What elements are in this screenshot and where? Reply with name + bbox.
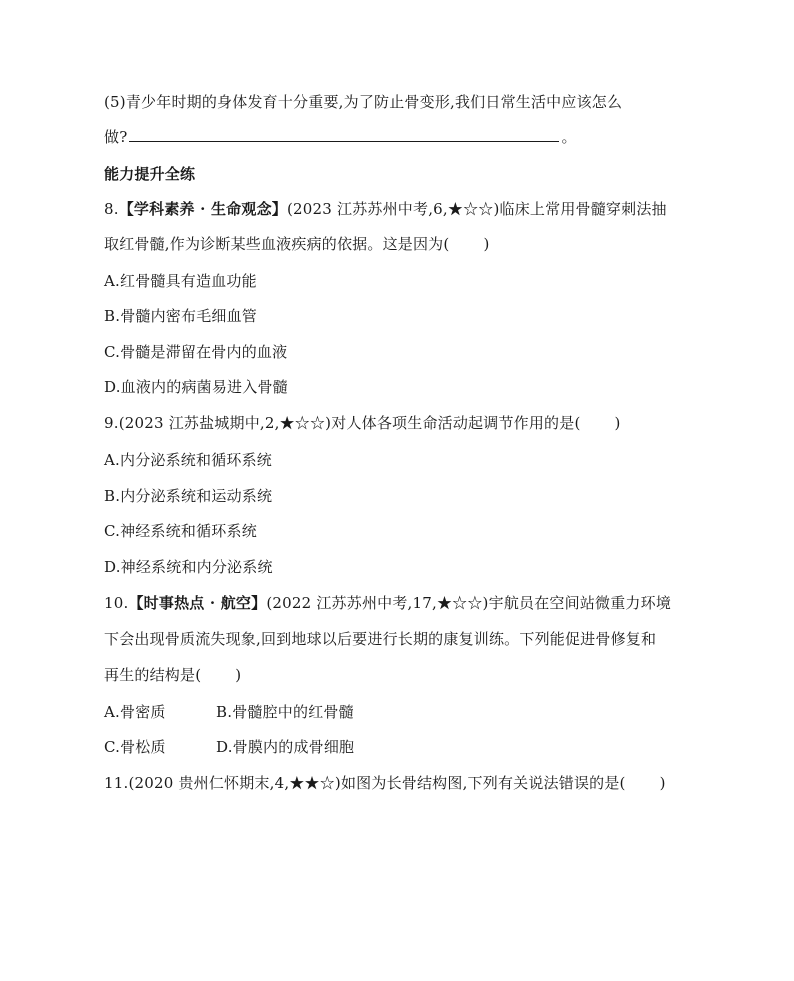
q5-suffix: 。 [561,128,577,146]
q9-line1 [104,413,621,433]
q9-option-b: B.内分泌系统和运动系统 [104,487,273,505]
q11-close-paren: ) [659,774,666,792]
q11-stem: 11.(2020 贵州仁怀期末,4,★★☆)如图为长骨结构图,下列有关说法错误的是( [104,774,626,792]
q10-option-b: B.骨髓腔中的红骨髓 [216,703,354,721]
q8-stem-2: 取红骨髓,作为诊断某些血液疾病的依据。这是因为( [104,235,450,253]
q9-option-d: D.神经系统和内分泌系统 [104,558,273,576]
q8-number: 8. [104,200,119,218]
q8-line1 [104,199,667,219]
q5-answer-blank[interactable] [129,127,559,142]
q10-options-row-2 [104,737,404,757]
q10-line3 [104,665,241,685]
q11-line1 [104,773,666,793]
q10-stem-3: 再生的结构是( [104,666,202,684]
q8-option-c: C.骨髓是滞留在骨内的血液 [104,343,288,361]
q10-close-paren: ) [235,666,242,684]
q10-option-d: D.骨膜内的成骨细胞 [216,738,355,756]
q8-close-paren: ) [483,235,490,253]
section-title: 能力提升全练 [104,165,196,183]
q8-option-a: A.红骨髓具有造血功能 [104,272,257,290]
q5-prefix: 做? [104,128,128,146]
q10-option-a: A.骨密质 [104,703,166,721]
q9-close-paren: ) [614,414,621,432]
q10-number: 10. [104,594,129,612]
q8-option-d: D.血液内的病菌易进入骨髓 [104,378,288,396]
q5-line1: (5)青少年时期的身体发育十分重要,为了防止骨变形,我们日常生活中应该怎么 [104,93,623,111]
q10-options-row-1 [104,702,404,722]
q9-option-c: C.神经系统和循环系统 [104,522,257,540]
q8-stem-1: (2023 江苏苏州中考,6,★☆☆)临床上常用骨髓穿刺法抽 [287,200,667,218]
q8-option-b: B.骨髓内密布毛细血管 [104,307,257,325]
q9-option-a: A.内分泌系统和循环系统 [104,451,273,469]
q10-option-c: C.骨松质 [104,738,166,756]
q8-tag: 【学科素养 · 生命观念】 [118,200,287,218]
q8-line2 [104,234,490,254]
q10-line1 [104,593,671,613]
q10-stem-1: (2022 江苏苏州中考,17,★☆☆)宇航员在空间站微重力环境 [266,594,672,612]
q9-stem: 9.(2023 江苏盐城期中,2,★☆☆)对人体各项生命活动起调节作用的是( [104,414,581,432]
q10-tag: 【时事热点 · 航空】 [128,594,267,612]
q10-line2: 下会出现骨质流失现象,回到地球以后要进行长期的康复训练。下列能促进骨修复和 [104,630,657,648]
q5-line2 [104,127,577,147]
